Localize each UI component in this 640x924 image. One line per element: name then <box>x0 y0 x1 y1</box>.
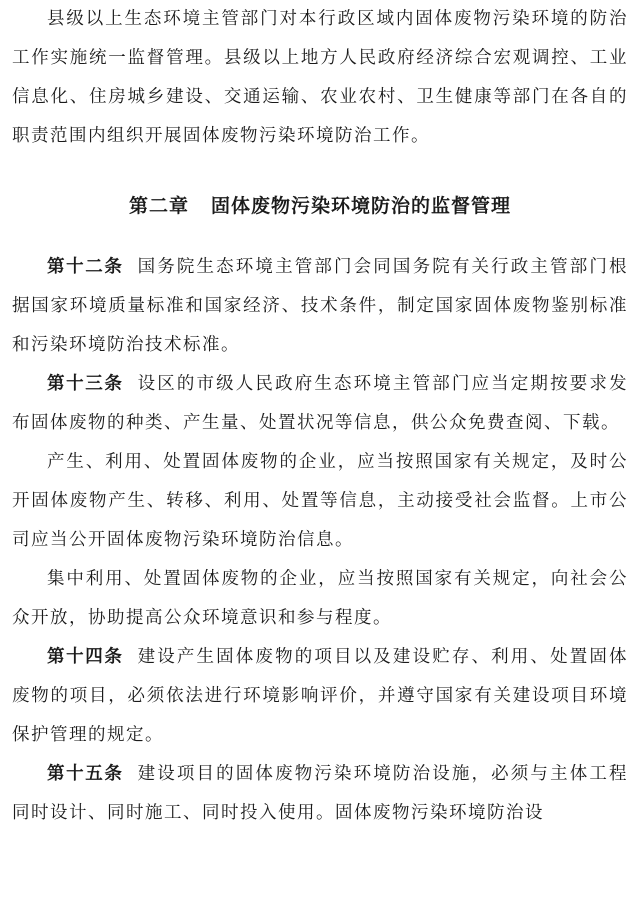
chapter-title: 固体废物污染环境防治的监督管理 <box>211 195 512 217</box>
intro-paragraph: 县级以上生态环境主管部门对本行政区域内固体废物污染环境的防治工作实施统一监督管理。县级以上地方人民政府经济综合宏观调控、工业信息化、住房城乡建设、交通运输、农业农村、卫生健康等部门在各自的职责范围内组织开展固体废物污染环境防治工作。 <box>12 9 628 146</box>
article-text: 建设产生固体废物的项目以及建设贮存、利用、处置固体废物的项目，必须依法进行环境影响评价，并遵守国家有关建设项目环境保护管理的规定。 <box>12 647 629 745</box>
chapter-heading <box>12 186 628 226</box>
article-13 <box>12 365 628 443</box>
article-text: 设区的市级人民政府生态环境主管部门应当定期按要求发布固体废物的种类、产生量、处置状况等信息，供公众免费查阅、下载。 <box>12 374 629 433</box>
article-text: 国务院生态环境主管部门会同国务院有关行政主管部门根据国家环境质量标准和国家经济、技术条件，制定国家固体废物鉴别标准和污染环境防治技术标准。 <box>12 257 629 355</box>
article-label: 第十二条 <box>47 257 124 277</box>
article-15 <box>12 755 628 833</box>
chapter-number: 第二章 <box>128 195 189 217</box>
article-13-paragraph-3: 集中利用、处置固体废物的企业，应当按照国家有关规定，向社会公众开放，协助提高公众环境意识和参与程度。 <box>12 569 628 628</box>
document-page <box>12 0 628 833</box>
article-text: 建设项目的固体废物污染环境防治设施，必须与主体工程同时设计、同时施工、同时投入使用。固体废物污染环境防治设 <box>12 764 629 823</box>
article-label: 第十五条 <box>47 764 124 784</box>
article-label: 第十三条 <box>47 374 124 394</box>
article-label: 第十四条 <box>47 647 124 667</box>
article-13-paragraph-2: 产生、利用、处置固体废物的企业，应当按照国家有关规定，及时公开固体废物产生、转移、利用、处置等信息，主动接受社会监督。上市公司应当公开固体废物污染环境防治信息。 <box>12 452 628 550</box>
article-12 <box>12 248 628 365</box>
article-14 <box>12 638 628 755</box>
